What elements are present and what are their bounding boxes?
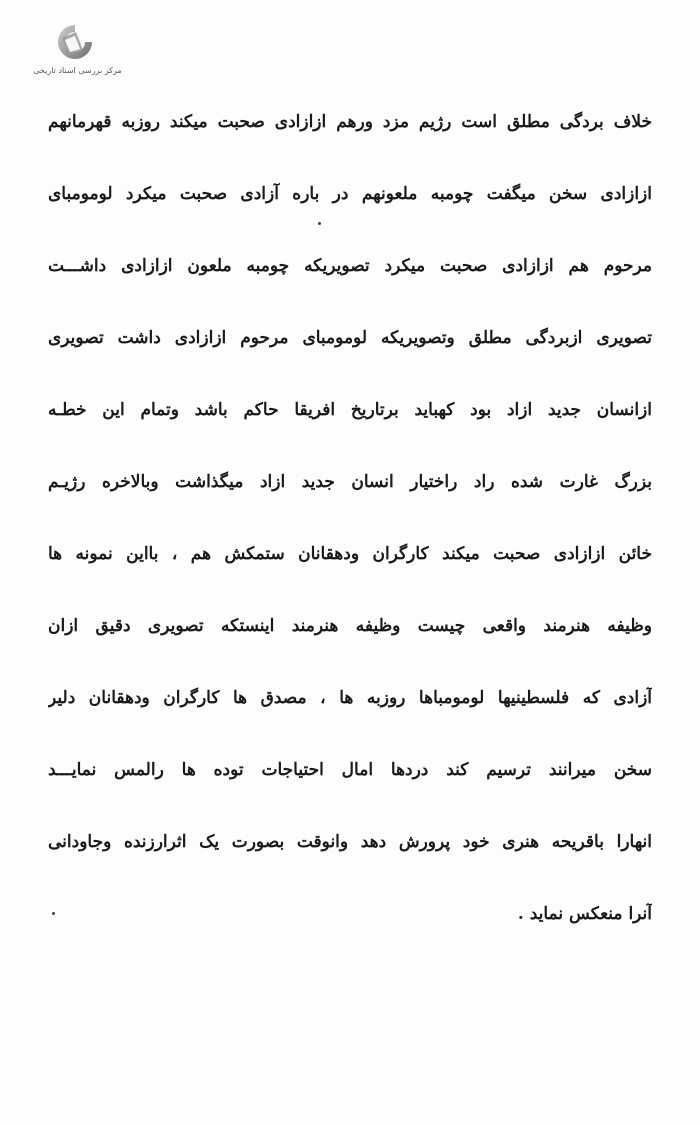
text-line: ازانسان جدید ازاد بود کهباید برتاریخ افریقا حاکم باشد وتمام این خطـه [48, 400, 652, 420]
text-line: خلاف بردگی مطلق است رژیم مزد ورهم ازازادی صحبت میکند روزبه قهرمانهم [48, 112, 652, 132]
archive-logo-caption: مرکز بررسی اسناد تاریخی [33, 66, 122, 75]
document-body [48, 100, 652, 964]
archive-logo-icon [52, 22, 98, 62]
text-line: ازازادی سخن میگفت چومبه ملعونهم در باره آزادی صحبت میکرد لومومبای [48, 184, 652, 204]
text-line: سخن میرانند ترسیم کند دردها امال احتیاجات توده ها رالمس نمایـــد [48, 760, 652, 780]
text-line: وظیفه هنرمند واقعی چیست وظیفه هنرمند اینستکه تصویری دقیق ازان [48, 616, 652, 636]
scan-speck [318, 222, 321, 225]
scan-speck [52, 912, 55, 915]
text-line: بزرگ غارت شده راد راختیار انسان جدید ازاد میگذاشت وبالاخره رژیـم [48, 472, 652, 492]
text-line: انهارا باقریحه هنری خود پرورش دهد وانوقت بصورت یک اثرارزنده وجاودانی [48, 832, 652, 852]
text-line: آنرا منعکس نماید . [517, 904, 652, 924]
archive-logo [20, 22, 135, 82]
text-line: مرحوم هم ازازادی صحبت میکرد تصویریکه چومبه ملعون ازازادی داشـــت [48, 256, 652, 276]
text-line: تصویری ازبردگی مطلق وتصویریکه لومومبای مرحوم ازازادی داشت تصویری [48, 328, 652, 348]
text-line: آزادی که فلسطینیها لومومباها روزبه ها ، مصدق ها کارگران ودهقانان دلیر [48, 688, 652, 708]
text-line: خائن ازازادی صحبت میکند کارگران ودهقانان ستمکش هم ، بااین نمونه ها [48, 544, 652, 564]
